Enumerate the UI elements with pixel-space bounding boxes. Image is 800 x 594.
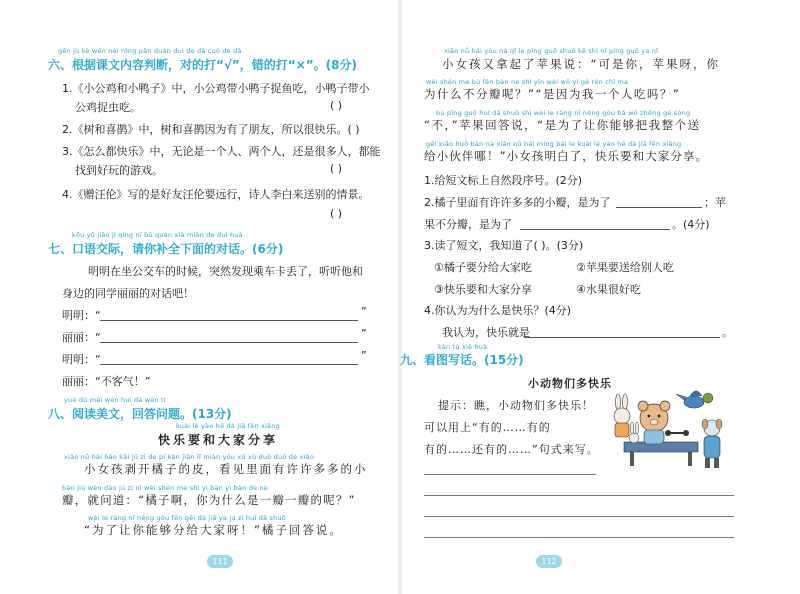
section9-title: 九、看图写话。(15分) (400, 353, 524, 367)
writing-line-2[interactable] (424, 495, 734, 496)
q4-answer-blank[interactable] (524, 337, 720, 338)
hint-line-3: 有的……还有的……”句式来写。 (424, 443, 599, 456)
q3-option-1: ①橘子要分给大家吃 (434, 261, 532, 274)
s7-line3-speaker: 明明：“ (62, 353, 101, 366)
small-rabbit-character (629, 422, 639, 443)
story-p3-pinyin: wèi le ràng nǐ néng gòu fēn gěi dà jiā ya jú zi huí dá shuō (88, 514, 286, 522)
s7-answer2-blank[interactable] (100, 342, 358, 343)
story-p2: 瓣，就问道：“橘子啊，你为什么是一瓣一瓣的呢？” (62, 493, 356, 507)
s7-intro-line2: 身边的同学丽丽的对话吧！ (62, 287, 194, 300)
bear-character (638, 401, 670, 444)
writing-line-1[interactable] (424, 474, 596, 475)
page-number-right: 112 (536, 555, 562, 568)
s6-item1-paren[interactable]: ( ) (330, 99, 343, 112)
q3: 3.读了短文，我知道了( )。(3分) (424, 239, 584, 252)
story-p3: “为了让你能够分给大家呀！”橘子回答说。 (84, 523, 343, 537)
story-r4-pinyin: gěi xiǎo huǒ bàn na xiǎo nǚ hái míng bái le kuài lè yào hé dà jiā fēn xiǎng (426, 140, 682, 148)
q4-answer-prefix: 我认为，快乐就是 (442, 326, 530, 339)
story-p2-pinyin: bàn jiù wèn dào jú zi nǐ wèi shén me shì yì bàn yì bàn de ne (62, 484, 269, 492)
animals-illustration (606, 388, 734, 472)
s7-line1-speaker: 明明：“ (62, 309, 101, 322)
story-title-pinyin: kuài lè yào hé dà jiā fēn xiǎng (176, 422, 280, 430)
table-graphic (624, 442, 698, 466)
s7-quote-end-3: ” (361, 349, 367, 362)
section9-pinyin: kàn tú xiě huà (438, 343, 488, 351)
q2-blank-1[interactable] (616, 207, 702, 208)
section8-title: 八、阅读美文，回答问题。(13分) (48, 407, 232, 421)
q2-blank-2[interactable] (520, 229, 670, 230)
section7-pinyin: kǒu yǔ jiāo jì qǐng nǐ bǔ quán xià miàn de duì huà (72, 231, 243, 239)
hint-line-1: 提示：瞧，小动物们多快乐！ (438, 399, 594, 412)
story-r2-pinyin: wèi shén me bù fēn bàn ne shì yīn wèi wǒ yí gè rén chī ma (426, 78, 629, 86)
section6-title: 六、根据课文内容判断，对的打“√”，错的打“×”。(8分) (48, 58, 357, 72)
q3-option-2: ②苹果要送给别人吃 (576, 261, 674, 274)
s7-quote-end-2: ” (361, 327, 367, 340)
story-p1: 小女孩剥开橘子的皮，看见里面有许许多多的小 (84, 462, 368, 476)
s6-item3-paren[interactable]: ( ) (330, 162, 343, 175)
s6-item3-line1: 3.《怎么都快乐》中，无论是一个人、两个人，还是很多人，都能 (62, 145, 381, 158)
page-number-left: 111 (207, 555, 233, 568)
section8-pinyin: yuè dú měi wén huí dá wèn tí (64, 396, 166, 404)
story-r3: “不，”苹果回答说，“是为了让你能够把我整个送 (424, 118, 701, 132)
s7-line2-speaker: 丽丽：“ (62, 331, 101, 344)
q2-part-c: 果不分瓣，是为了 (424, 218, 512, 231)
rabbit-character (614, 394, 630, 437)
story-r1: 小女孩又拿起了苹果说：“可是你，苹果呀，你 (442, 57, 720, 71)
writing-line-3[interactable] (424, 516, 734, 517)
story-r4: 给小伙伴哪！”小女孩明白了，快乐要和大家分享。 (424, 149, 709, 163)
q2-part-a: 2.橘子里面有许许多多的小瓣，是为了 (424, 196, 611, 209)
dog-character (702, 419, 722, 468)
s6-item4-line1: 4.《赠汪伦》写的是好友汪伦要远行，诗人李白来送别的情景。 (62, 188, 370, 201)
hint-line-2: 可以用上“有的……有的 (424, 421, 551, 434)
story-r3-pinyin: bú píng guǒ huí dá shuō shì wèi le ràng nǐ néng gòu bǎ wǒ zhěng gè sòng (436, 109, 691, 117)
q2-part-b: ；苹 (704, 196, 726, 209)
s7-intro-line1: 明明在坐公交车的时候，突然发现乘车卡丢了，听听他和 (88, 265, 363, 278)
story-r1-pinyin: xiǎo nǚ hái yòu ná qǐ le píng guǒ shuō kě shì nǐ píng guǒ ya nǐ (444, 47, 659, 55)
q1: 1.给短文标上自然段序号。(2分) (424, 174, 583, 187)
bird-character (676, 391, 713, 408)
s6-item1-line1: 1.《小公鸡和小鸭子》中，小公鸡带小鸭子捉鱼吃，小鸭子带小 (62, 82, 370, 95)
s6-item2-line1: 2.《树和喜鹊》中，树和喜鹊因为有了朋友，所以很快乐。( ) (62, 123, 360, 136)
story-p1-pinyin: xiǎo nǚ hái bāo kāi jú zi de pí kàn jiàn lǐ miàn yǒu xǔ xǔ duō duō de xiǎo (64, 453, 315, 461)
q3-option-4: ④水果很好吃 (576, 283, 641, 296)
section7-title: 七、口语交际，请你补全下面的对话。(6分) (48, 242, 284, 256)
s7-line4: 丽丽：“不客气！” (62, 375, 151, 388)
writing-topic: 小动物们多快乐 (528, 377, 612, 390)
q4-answer-end: 。 (722, 326, 733, 339)
q4: 4.你认为为什么是快乐？(4分) (424, 304, 572, 317)
s7-quote-end-1: ” (361, 305, 367, 318)
s7-answer1-blank[interactable] (100, 320, 358, 321)
dumbbell-graphic (665, 430, 689, 436)
q2-part-d: 。(4分) (672, 218, 710, 231)
writing-line-4[interactable] (424, 537, 734, 538)
s6-item4-paren[interactable]: ( ) (330, 207, 343, 220)
s6-item1-line2: 公鸡捉虫吃。 (75, 101, 141, 114)
s6-item3-line2: 找到好玩的游戏。 (75, 164, 163, 177)
q3-option-3: ③快乐要和大家分享 (434, 283, 532, 296)
story-r2: 为什么不分瓣呢？”“是因为我一个人吃吗？” (424, 87, 681, 101)
s7-answer3-blank[interactable] (100, 364, 358, 365)
story-title: 快乐要和大家分享 (158, 433, 279, 447)
right-page (400, 0, 800, 594)
section6-pinyin: gēn jù kè wén nèi róng pàn duàn duì de dǎ cuò de dǎ (58, 47, 242, 55)
